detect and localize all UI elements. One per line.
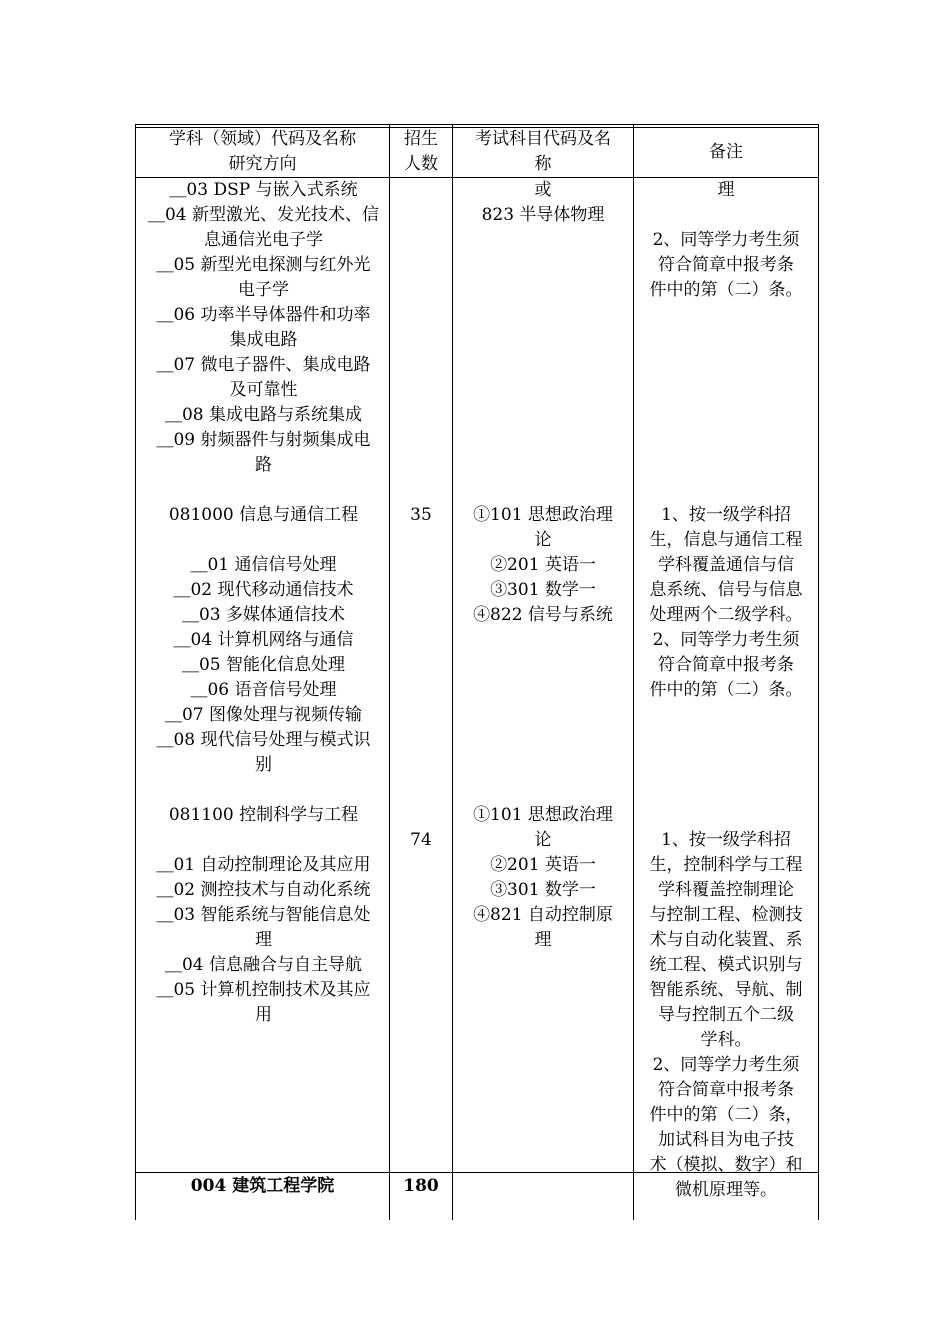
header-remarks: 备注 — [709, 142, 743, 162]
remarks-cell: 理 2、同等学力考生须 符合简章中报考条 件中的第（二）条。 1、按一级学科招 生，信息与通信工程 学科覆盖通信与信 息系统、信号与信息 处理两个二级学科。 2、同等学力考生须 符合简章中报考条 件中的第（二）条。 1、按一级学科招 生，控制科学与工程 学科覆盖控制理论 与控制工程、检测技 术与自动化装置、系 统工程、模式识别与 智能系统、导航、制 导与控制五个二级 学科。 2、同等学力考生须 符合简章中报考条 件中的第（二）条， 加试科目为电子技 术（模拟、数字）和 微机原理等。 — [649, 180, 803, 1200]
enrollment-cell: 35 74 — [410, 505, 432, 850]
exam-subjects-cell: 或 823 半导体物理 ①101 思想政治理 论 ②201 英语一 ③301 数学一 ④822 信号与系统 ①101 思想政治理 论 ②201 英语一 ③301 数学一 ④821 自动控制原 理 — [473, 180, 613, 950]
header-enrollment: 招生 人数 — [404, 129, 438, 174]
college-exam-subjects — [453, 1174, 633, 1204]
admissions-table — [135, 124, 819, 1220]
table-top-border — [136, 124, 818, 125]
header-exam-subjects: 考试科目代码及名 称 — [475, 129, 611, 174]
discipline-cell: ＿03 DSP 与嵌入式系统 ＿04 新型激光、发光技术、信 息通信光电子学 ＿05 新型光电探测与红外光 电子学 ＿06 功率半导体器件和功率 集成电路 ＿07 微电子器件、集成电路 及可靠性 ＿08 集成电路与系统集成 ＿09 射频器件与射频集成电 路 081000 信息与通信工程 ＿01 通信信号处理 ＿02 现代移动通信技术 ＿03 多媒体通信技术 ＿04 计算机网络与通信 ＿05 智能化信息处理 ＿06 语音信号处理 ＿07 图像处理与视频传输 ＿08 现代信号处理与模式识 别 081100 控制科学与工程 ＿01 自动控制理论及其应用 ＿02 测控技术与自动化系统 ＿03 智能系统与智能信息处 理 ＿04 信息融合与自主导航 ＿05 计算机控制技术及其应 用 — [147, 180, 380, 1025]
college-remarks — [634, 1174, 818, 1204]
college-enrollment: 180 — [403, 1176, 439, 1196]
college-name: 004 建筑工程学院 — [190, 1176, 335, 1196]
header-discipline: 学科（领域）代码及名称 研究方向 — [169, 129, 356, 174]
